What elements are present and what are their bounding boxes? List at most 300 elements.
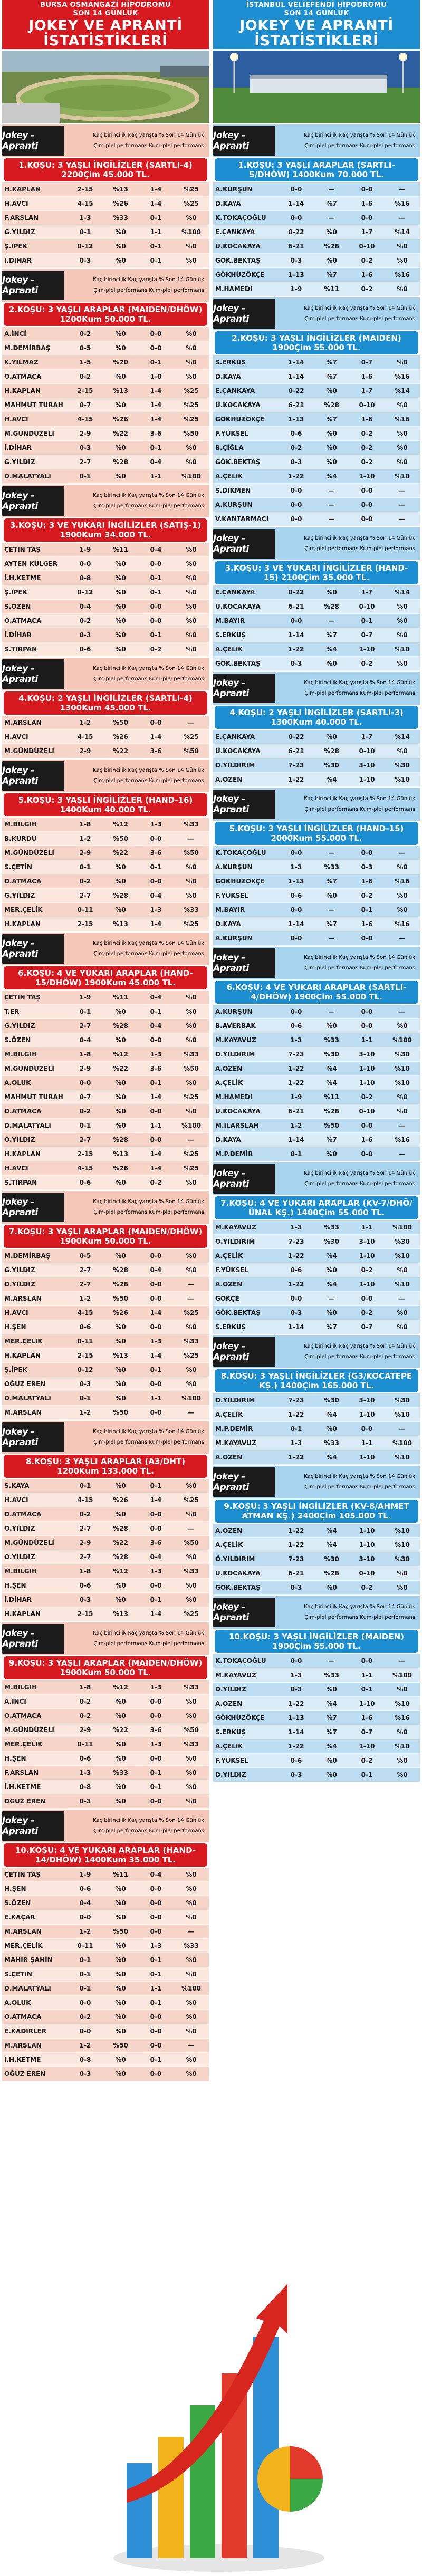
- kum-percent: %0: [186, 863, 197, 871]
- jockey-name: K.TOKAÇOĞLU: [215, 1657, 266, 1665]
- cim-record: 0-2: [79, 878, 91, 885]
- cim-record: 1-9: [79, 1871, 91, 1878]
- jockey-name: S.ÖZEN: [4, 603, 31, 610]
- jockey-name: Ü.KOCAKAYA: [215, 1108, 261, 1115]
- cim-record: 0-3: [79, 257, 91, 264]
- cim-percent: %0: [326, 228, 337, 236]
- race-title: 8.KOŞU: 3 YAŞLI ARAPLAR (A3/DHT) 1200Kum 133.000 TL.: [4, 1455, 207, 1478]
- kum-record: 0-1: [150, 214, 162, 222]
- jockey-name: T.ER: [4, 1008, 20, 1015]
- cim-record: 0-0: [79, 2027, 91, 2035]
- kum-record: 0-0: [150, 719, 162, 726]
- cim-record: 4-15: [77, 1309, 93, 1316]
- kum-percent: %0: [397, 1728, 408, 1736]
- cim-record: 0-11: [77, 906, 93, 914]
- cim-percent: %50: [113, 1409, 128, 1416]
- cim-percent: %50: [113, 1928, 128, 1935]
- cim-record: 1-22: [288, 776, 304, 783]
- cim-record: 1-14: [288, 920, 304, 928]
- jockey-row: [2, 1579, 209, 1593]
- jockey-name: ÇETİN TAŞ: [4, 546, 41, 553]
- cim-percent: %28: [324, 243, 339, 250]
- kum-percent: %16: [395, 920, 410, 928]
- jockey-name: H.KAPLAN: [4, 1610, 41, 1618]
- kum-percent: %0: [186, 1582, 197, 1589]
- jockey-row: [2, 1680, 209, 1695]
- kum-record: 1-10: [359, 1700, 375, 1707]
- istanbul-race-9: [213, 1466, 420, 1595]
- cim-record: 0-5: [79, 1252, 91, 1260]
- jockey-row: [2, 716, 209, 730]
- cim-percent: —: [328, 1295, 335, 1302]
- jockey-name: ÇETİN TAŞ: [4, 994, 41, 1001]
- jockey-row: [2, 1536, 209, 1550]
- kum-record: 0-0: [150, 1885, 162, 1892]
- cim-record: 2-15: [77, 1150, 93, 1158]
- kum-record: 1-4: [150, 1496, 162, 1504]
- jockey-row: [213, 1133, 420, 1147]
- jokey-apranti-logo: Jokey - Apranti: [213, 1164, 275, 1194]
- kum-percent: %0: [397, 359, 408, 366]
- kum-percent: %0: [186, 1755, 197, 1762]
- jockey-row: [2, 991, 209, 1005]
- kum-record: 0-1: [150, 1783, 162, 1791]
- cim-percent: %0: [115, 1971, 126, 1978]
- jockey-row: [2, 182, 209, 197]
- kum-record: 1-1: [150, 1122, 162, 1129]
- jockey-row: [213, 931, 420, 946]
- kum-percent: %0: [186, 617, 197, 624]
- kum-record: 0-2: [150, 1179, 162, 1186]
- kum-record: 1-1: [361, 1036, 373, 1044]
- kum-record: 1-4: [150, 200, 162, 207]
- kum-record: 1-3: [150, 1741, 162, 1748]
- cim-record: 0-0: [290, 1295, 302, 1302]
- cim-percent: —: [328, 906, 335, 914]
- cim-percent: %33: [324, 1224, 339, 1231]
- cim-percent: %4: [326, 776, 337, 783]
- column-legend-line2: Çim-plel performans Kum-plel performans: [93, 778, 204, 784]
- jockey-row: [2, 730, 209, 744]
- kum-percent: —: [399, 1008, 406, 1015]
- jockey-row: [2, 1377, 209, 1391]
- jokey-apranti-header: [2, 933, 209, 965]
- jockey-row: [213, 1306, 420, 1320]
- kum-percent: —: [188, 1281, 195, 1288]
- cim-record: 1-22: [288, 1700, 304, 1707]
- cim-record: 0-0: [290, 214, 302, 222]
- kum-record: 0-0: [361, 1295, 373, 1302]
- jockey-row: [213, 1436, 420, 1450]
- istanbul-hippodrome-photo: [213, 51, 420, 123]
- jockey-row: [2, 197, 209, 211]
- cim-record: 1-22: [288, 473, 304, 480]
- jockey-name: OĞUZ EREN: [4, 1798, 46, 1805]
- cim-percent: %7: [326, 359, 337, 366]
- cim-percent: %0: [115, 603, 126, 610]
- cim-percent: %0: [326, 1022, 337, 1030]
- kum-percent: —: [399, 214, 406, 222]
- cim-percent: %0: [115, 1179, 126, 1186]
- race-title: 10.KOŞU: 3 YAŞLI İNGİLİZLER (MAIDEN) 1900Çim 55.000 TL.: [215, 1630, 418, 1653]
- column-legend-line2: Çim-plel performans Kum-plel performans: [304, 965, 415, 971]
- kum-record: 0-0: [150, 330, 162, 338]
- cim-percent: %0: [115, 589, 126, 596]
- jockey-name: D.MALATYALI: [4, 1122, 51, 1129]
- kum-percent: %0: [397, 430, 408, 437]
- kum-record: 0-0: [150, 1755, 162, 1762]
- jockey-row: [2, 1047, 209, 1062]
- jockey-name: A.ÖZEN: [215, 1527, 243, 1534]
- kum-percent: %0: [186, 1179, 197, 1186]
- column-legend: [64, 1811, 207, 1841]
- cim-record: 0-1: [79, 1971, 91, 1978]
- cim-percent: %0: [115, 1783, 126, 1791]
- bursa-race-sections: [2, 124, 209, 2081]
- jockey-row: [2, 1249, 209, 1263]
- cim-percent: %0: [115, 228, 126, 236]
- cim-record: 2-15: [77, 1610, 93, 1618]
- cim-percent: %28: [113, 1525, 128, 1532]
- kum-percent: %0: [186, 1956, 197, 1964]
- jockey-name: M.GÜNDÜZELİ: [4, 1539, 54, 1546]
- jokey-apranti-logo: Jokey - Apranti: [2, 934, 64, 964]
- jockey-row: [2, 341, 209, 355]
- cim-record: 6-21: [288, 243, 304, 250]
- cim-record: 0-22: [288, 589, 304, 596]
- kum-record: 1-3: [150, 1684, 162, 1691]
- jockey-name: F.YÜKSEL: [215, 430, 249, 437]
- kum-percent: %14: [395, 387, 410, 395]
- jockey-row: [2, 384, 209, 398]
- jockey-row: [2, 1766, 209, 1780]
- jockey-row: [2, 1005, 209, 1019]
- kum-percent: —: [399, 849, 406, 857]
- kum-percent: %50: [184, 1726, 199, 1734]
- cim-record: 1-13: [288, 878, 304, 885]
- cim-record: 1-3: [290, 863, 302, 871]
- kum-percent: %0: [186, 1108, 197, 1115]
- jockey-name: M.ARSLAN: [4, 719, 42, 726]
- cim-record: 0-3: [290, 458, 302, 466]
- kum-percent: %0: [186, 1323, 197, 1331]
- cim-record: 1-9: [290, 1093, 302, 1101]
- istanbul-header-sub2: SON 14 GÜNLÜK: [284, 9, 349, 17]
- cim-record: 0-1: [79, 1395, 91, 1402]
- cim-record: 1-22: [288, 1281, 304, 1288]
- cim-record: 0-0: [290, 617, 302, 624]
- kum-percent: %0: [397, 863, 408, 871]
- column-legend: [275, 790, 418, 819]
- istanbul-race-10: [213, 1596, 420, 1782]
- cim-record: 1-2: [79, 1928, 91, 1935]
- cim-record: 0-6: [79, 1885, 91, 1892]
- jockey-name: A.ÖZEN: [215, 1065, 243, 1072]
- jockey-row: [213, 1566, 420, 1581]
- kum-record: 0-1: [150, 1366, 162, 1373]
- jockey-name: H.ŞEN: [4, 1323, 26, 1331]
- jockey-name: D.YILDIZ: [215, 1686, 246, 1693]
- cim-record: 2-15: [77, 1352, 93, 1359]
- kum-percent: %25: [184, 1093, 199, 1101]
- jockey-row: [2, 1033, 209, 1047]
- jockey-name: O.YILDIZ: [4, 1525, 35, 1532]
- jockey-row: [213, 1147, 420, 1161]
- kum-percent: %16: [395, 373, 410, 380]
- jockey-row: [213, 1538, 420, 1552]
- cim-percent: %0: [115, 344, 126, 352]
- jockey-row: [213, 1320, 420, 1334]
- kum-percent: %0: [186, 1036, 197, 1044]
- kum-percent: %0: [397, 660, 408, 667]
- jockey-row: [213, 860, 420, 874]
- cim-percent: %0: [326, 1266, 337, 1274]
- column-legend-line1: Kaç birincilik Kaç yarışta % Son 14 Günlük: [93, 1429, 204, 1435]
- jockey-row: [213, 268, 420, 282]
- istanbul-race-3: [213, 527, 420, 671]
- jockey-row: [2, 1709, 209, 1723]
- cim-record: 7-23: [288, 1051, 304, 1058]
- kum-record: 0-7: [361, 631, 373, 639]
- cim-record: 0-3: [79, 1380, 91, 1388]
- kum-percent: %30: [395, 1555, 410, 1563]
- kum-percent: %0: [186, 257, 197, 264]
- kum-record: 0-2: [361, 660, 373, 667]
- cim-record: 1-2: [79, 1409, 91, 1416]
- jockey-row: [2, 1780, 209, 1794]
- cim-record: 1-14: [288, 200, 304, 207]
- kum-record: 1-3: [150, 1942, 162, 1949]
- jockey-name: K.TOKAÇOĞLU: [215, 214, 266, 222]
- cim-percent: %0: [326, 733, 337, 741]
- cim-record: 0-12: [77, 589, 93, 596]
- column-legend-line2: Çim-plel performans Kum-plel performans: [304, 1354, 415, 1360]
- jockey-row: [213, 1552, 420, 1566]
- jokey-apranti-header: [213, 297, 420, 330]
- jockey-name: O.ATMACA: [4, 2013, 42, 2021]
- jockey-row: [213, 484, 420, 498]
- cim-record: 2-9: [79, 747, 91, 755]
- jockey-name: GÖKHÜZÖKÇE: [215, 416, 265, 423]
- cim-record: 0-6: [290, 430, 302, 437]
- jockey-name: V.KANTARMACI: [215, 515, 269, 523]
- cim-percent: %30: [324, 1397, 339, 1404]
- bursa-race-6: [2, 933, 209, 1190]
- cim-percent: %0: [115, 1698, 126, 1705]
- jockey-name: M.ARSLAN: [4, 1409, 42, 1416]
- kum-record: 1-10: [359, 1541, 375, 1549]
- kum-record: 1-4: [150, 1610, 162, 1618]
- jockey-row: [2, 254, 209, 268]
- jockey-name: E.ÇANKAYA: [215, 589, 255, 596]
- kum-record: 0-0: [361, 501, 373, 508]
- cim-record: 6-21: [288, 1570, 304, 1577]
- bursa-race-10: [2, 1810, 209, 2081]
- kum-record: 0-10: [359, 1570, 375, 1577]
- column-legend-line1: Kaç birincilik Kaç yarışta % Son 14 Günlük: [304, 1474, 415, 1479]
- kum-record: 0-0: [150, 617, 162, 624]
- cim-record: 0-3: [79, 2070, 91, 2078]
- jockey-row: [2, 441, 209, 455]
- cim-percent: %0: [115, 1755, 126, 1762]
- kum-percent: %0: [186, 603, 197, 610]
- cim-percent: —: [328, 935, 335, 942]
- cim-record: 0-1: [290, 1150, 302, 1158]
- column-legend: [64, 126, 207, 156]
- cim-percent: %7: [326, 1714, 337, 1722]
- jockey-name: E.KADİRLER: [4, 2027, 47, 2035]
- kum-percent: %0: [186, 646, 197, 653]
- cim-record: 0-4: [79, 1036, 91, 1044]
- cim-record: 1-3: [290, 1036, 302, 1044]
- cim-percent: %28: [113, 458, 128, 466]
- cim-percent: %4: [326, 1079, 337, 1087]
- cim-percent: %4: [326, 1700, 337, 1707]
- jockey-name: A.KURŞUN: [215, 186, 253, 193]
- jockey-name: A.ÖZEN: [215, 1454, 243, 1461]
- jockey-row: [213, 1393, 420, 1408]
- jockey-name: İ.H.KETME: [4, 574, 41, 582]
- cim-record: 0-2: [79, 1108, 91, 1115]
- jokey-apranti-header: [2, 1191, 209, 1224]
- kum-percent: %0: [186, 2027, 197, 2035]
- cim-record: 4-15: [77, 200, 93, 207]
- kum-record: 1-10: [359, 1079, 375, 1087]
- jockey-row: [213, 1263, 420, 1277]
- jockey-name: S.ERKUŞ: [215, 631, 246, 639]
- kum-percent: %0: [186, 892, 197, 899]
- race-title: 5.KOŞU: 3 YAŞLI İNGİLİZLER (HAND-15) 2000Kum 55.000 TL.: [215, 822, 418, 845]
- jokey-apranti-header: [213, 1466, 420, 1498]
- column-legend: [275, 126, 418, 156]
- kum-record: 0-0: [361, 1008, 373, 1015]
- kum-percent: %14: [395, 228, 410, 236]
- kum-percent: %25: [184, 920, 199, 928]
- column-legend-line2: Çim-plel performans Kum-plel performans: [93, 287, 204, 293]
- cim-record: 0-3: [79, 1596, 91, 1603]
- kum-percent: %0: [186, 1698, 197, 1705]
- kum-percent: —: [188, 2042, 195, 2049]
- cim-record: 0-12: [77, 243, 93, 250]
- cim-record: 1-14: [288, 1323, 304, 1331]
- kum-record: 1-7: [361, 589, 373, 596]
- cim-percent: %7: [326, 878, 337, 885]
- kum-percent: %10: [395, 1527, 410, 1534]
- kum-record: 0-0: [150, 1899, 162, 1907]
- jockey-name: MAHİR ŞAHİN: [4, 1956, 53, 1964]
- cim-percent: %7: [326, 1728, 337, 1736]
- cim-percent: %13: [113, 1352, 128, 1359]
- jockey-name: B.KURDU: [4, 835, 37, 842]
- jockey-name: M.HAMEDI: [215, 285, 253, 293]
- cim-percent: %0: [115, 401, 126, 409]
- kum-record: 3-10: [359, 762, 375, 769]
- cim-record: 1-9: [79, 994, 91, 1001]
- jockey-row: [2, 1695, 209, 1709]
- kum-percent: %10: [395, 1700, 410, 1707]
- jockey-row: [213, 1422, 420, 1436]
- jockey-name: GÖK.BEKTAŞ: [215, 1584, 261, 1591]
- jockey-name: M.GÜNDÜZELİ: [4, 849, 54, 857]
- column-legend: [275, 299, 418, 329]
- cim-percent: %0: [115, 1108, 126, 1115]
- cim-record: 1-22: [288, 646, 304, 653]
- jockey-name: S.ÇETİN: [4, 863, 32, 871]
- jockey-name: MER.ÇELİK: [4, 1741, 43, 1748]
- jokey-apranti-header: [2, 658, 209, 690]
- kum-record: 0-0: [361, 1150, 373, 1158]
- jockey-row: [2, 860, 209, 874]
- cim-record: 7-23: [288, 1238, 304, 1245]
- cim-percent: %22: [113, 1065, 128, 1072]
- kum-record: 1-4: [150, 1352, 162, 1359]
- cim-percent: %28: [324, 1570, 339, 1577]
- cim-percent: %0: [115, 1323, 126, 1331]
- column-legend: [64, 659, 207, 689]
- jockey-name: Ö.YILDIRIM: [215, 762, 255, 769]
- column-legend: [64, 761, 207, 791]
- cim-percent: %0: [115, 906, 126, 914]
- cim-record: 4-15: [77, 416, 93, 423]
- jokey-apranti-header: [2, 1810, 209, 1842]
- jockey-name: H.KAPLAN: [4, 186, 41, 193]
- kum-percent: %25: [184, 387, 199, 395]
- kum-record: 0-4: [150, 1022, 162, 1030]
- cim-percent: %0: [115, 473, 126, 480]
- jokey-apranti-logo: Jokey - Apranti: [213, 299, 275, 329]
- kum-record: 0-2: [361, 430, 373, 437]
- kum-record: 0-1: [150, 2056, 162, 2063]
- jockey-row: [2, 1292, 209, 1306]
- jockey-name: B.AVERBAK: [215, 1022, 256, 1030]
- kum-record: 1-3: [150, 1338, 162, 1345]
- kum-record: 1-7: [361, 733, 373, 741]
- jockey-row: [213, 1220, 420, 1235]
- race-title: 6.KOŞU: 4 VE YUKARI ARAPLAR (SARTLI-4/DHÖW) 1900Çim 55.000 TL.: [215, 981, 418, 1004]
- column-legend-line2: Çim-plel performans Kum-plel performans: [304, 546, 415, 552]
- jockey-row: [2, 1882, 209, 1896]
- kum-percent: %0: [186, 344, 197, 352]
- jockey-name: D.MALATYALI: [4, 473, 51, 480]
- jockey-row: [2, 1349, 209, 1363]
- column-legend: [275, 1164, 418, 1194]
- istanbul-header-title1: JOKEY VE APRANTİ: [239, 17, 394, 34]
- column-legend-line2: Çim-plel performans Kum-plel performans: [93, 951, 204, 957]
- cim-record: 4-15: [77, 1165, 93, 1172]
- jockey-table: [213, 1005, 420, 1161]
- kum-percent: %0: [186, 1769, 197, 1776]
- cim-record: 0-6: [79, 1179, 91, 1186]
- jockey-name: M.GÜNDÜZELİ: [4, 430, 54, 437]
- column-legend-line2: Çim-plel performans Kum-plel performans: [93, 1439, 204, 1445]
- bursa-header-sub1: BURSA OSMANGAZİ HİPODROMU: [40, 1, 171, 9]
- kum-percent: %10: [395, 1454, 410, 1461]
- kum-percent: %50: [184, 747, 199, 755]
- jockey-name: Ş.İPEK: [4, 1366, 27, 1373]
- cim-record: 0-8: [79, 1783, 91, 1791]
- jockey-name: OĞUZ EREN: [4, 2070, 46, 2078]
- cim-percent: %11: [113, 994, 128, 1001]
- kum-percent: —: [399, 487, 406, 494]
- istanbul-header-title2: İSTATİSTİKLERİ: [254, 32, 379, 49]
- kum-record: 1-6: [361, 416, 373, 423]
- kum-record: 1-10: [359, 646, 375, 653]
- cim-percent: %28: [113, 1266, 128, 1274]
- jockey-name: H.AVCI: [4, 1496, 28, 1504]
- kum-percent: %0: [186, 1022, 197, 1030]
- kum-record: 0-0: [150, 2042, 162, 2049]
- kum-record: 0-0: [361, 1122, 373, 1129]
